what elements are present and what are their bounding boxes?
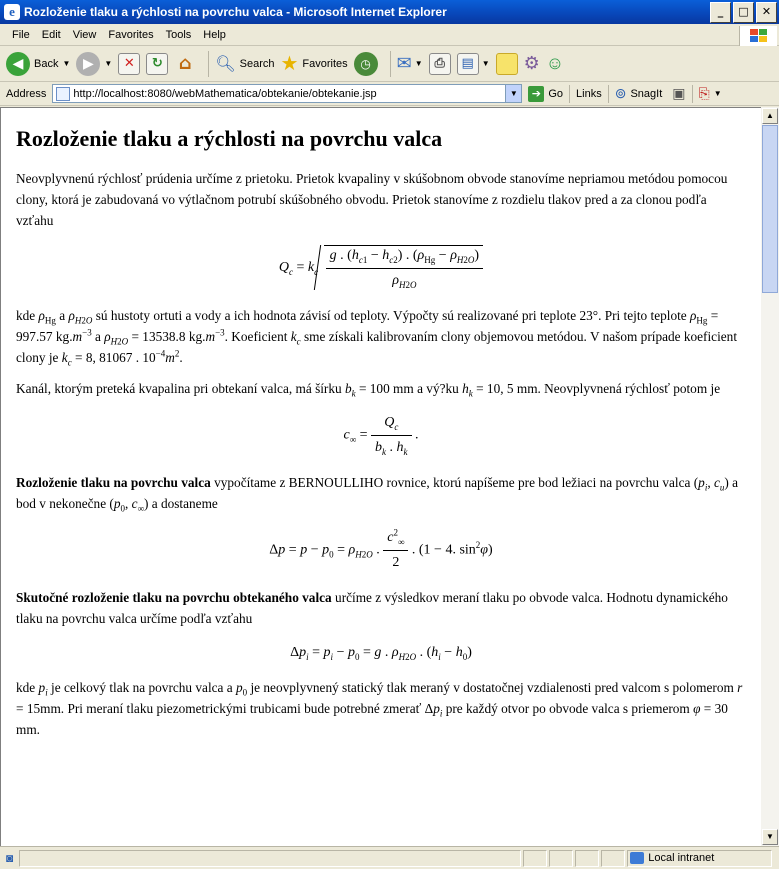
status-panel [575,850,599,867]
density-paragraph: kde $\rho_{Hg}$ a $\rho_{H2O}$ sú hustoty ortuti a vody a ich hodnota závisí od teploty. Výpočty sú realizované pri teplote 23°. Pri tejto teplote $\rho_{Hg} = 997.57$ $kg.m^{-3}$ a $\rho_{H2O} = 13538.8$ $kg.m^{-3}$. Koeficient $k_c$ sme získali kalibrovaním clony objemovou metódou. V našom prípade koeficient clony je $k_c = 8$, 81067 . $10^{-4}m^2$. [16,308,738,368]
chevron-down-icon: ▼ [104,59,113,68]
snagit-button[interactable]: SnagIt [630,87,663,100]
velocity-equation: $c_\infty$ = $\frac{Q_c}{b_k . h_k}$ . [343,415,419,457]
search-label: Search [239,57,275,70]
ie-logo-icon: e [4,4,20,20]
forward-arrow-icon: ▶ [76,52,100,76]
real-distribution-paragraph: Skutočné rozloženie tlaku na povrchu obtekaného valca určíme z výsledkov meraní tlaku po obvode valca. Hodnotu dynamického tlaku na povrchu valca určíme podľa vzťahu [16,590,728,626]
bernoulli-paragraph: Rozloženie tlaku na povrchu valca vypočítame z BERNOULLIHO rovnice, ktorú napíšeme pre bod ležiaci na povrchu valca ($p_i$, $c_u$) a bod v nekonečne ($p_0$, $c_\infty$) a dostaneme [16,475,739,514]
favorites-label: Favorites [302,57,348,70]
chevron-down-icon[interactable]: ▼ [713,89,722,98]
menu-bar [0,24,779,46]
bernoulli-equation: $\Delta p = p - p_0 = \rho_{H2O}$ . $\frac{c^2_\infty}{2}$ . (1 − 4. $\sin^2\varphi$) [16,528,746,573]
toolbar-separator [569,85,570,103]
favorites-button[interactable] [280,51,347,76]
address-url: http://localhost:8080/webMathematica/obtekanie/obtekanie.jsp [73,87,377,100]
back-label: Back [34,57,59,70]
status-bar [0,846,779,869]
menu-view[interactable]: View [72,28,97,41]
messenger-icon: ☺ [545,53,565,73]
intranet-icon [630,852,644,864]
status-panel [601,850,625,867]
page-status-icon: ◙ [6,851,14,865]
toolbar-separator [208,51,209,77]
flow-equation: $Q_c = k_c$ $\frac{g . (h_{c1} - h_{c2}) . (\rho_{Hg} - \rho_{H2O})}{\rho_{H2O}}$ [16,245,746,291]
go-arrow-icon: ➔ [528,86,544,102]
refresh-button[interactable] [146,53,168,75]
chevron-down-icon: ▼ [414,59,423,68]
maximize-button[interactable]: □ [733,2,754,23]
chevron-down-icon[interactable]: ▼ [505,85,521,102]
chevron-down-icon: ▼ [481,59,490,68]
mail-icon: ✉ [396,53,412,73]
standard-toolbar [0,46,779,82]
edit-icon: ▤ [457,53,479,75]
go-button[interactable] [528,86,563,102]
page-title: Rozloženie tlaku a rýchlosti na povrchu valca [16,126,443,151]
status-panel [19,850,521,867]
scroll-down-icon[interactable]: ▼ [762,829,778,845]
back-button[interactable] [6,52,70,76]
print-icon: ⎙ [429,53,451,75]
note-button[interactable] [496,53,518,75]
page-content [0,107,761,846]
status-panel [523,850,547,867]
search-icon: 🔍︎ [215,55,236,73]
menu-help[interactable]: Help [203,28,226,41]
zone-label: Local intranet [648,852,715,864]
search-button[interactable] [215,54,274,74]
messenger-button[interactable] [546,53,564,74]
snagit-capture-icon[interactable]: ▣ [672,85,686,101]
measurement-paragraph: kde $p_i$ je celkový tlak na povrchu valca a $p_0$ je neovplyvnený statický tlak meraný v dostatočnej vzdialenosti pred valcom s polomerom r = 15mm. Pri meraní tlaku piezometrickými trubicami bude potrebné zmerať $\Delta p_i$ pre každý otvor po obvode valca s priemerom φ = 30 mm. [16,680,743,737]
home-button[interactable] [174,53,196,75]
stop-button[interactable] [118,53,140,75]
channel-paragraph: Kanál, ktorým preteká kvapalina pri obtekaní valca, má šírku $b_k = 100$ mm a vý?ku $h_k = 10$, 5 mm. Neovplyvnená rýchlosť potom je [16,381,721,399]
research-button[interactable] [524,53,540,74]
research-icon: ⚙ [523,53,540,73]
toolbar-separator [608,85,609,103]
title-bar [0,0,779,24]
history-icon: ◷ [354,52,378,76]
toolbar-separator [390,51,391,77]
close-button[interactable]: ✕ [756,2,777,23]
history-button[interactable] [354,52,378,76]
window-title: Rozloženie tlaku a rýchlosti na povrchu valca - Microsoft Internet Explorer [24,5,447,19]
scroll-up-icon[interactable]: ▲ [762,108,778,124]
stop-icon: ✕ [118,53,140,75]
toolbar-separator [692,85,693,103]
print-button[interactable] [429,53,451,75]
refresh-icon: ↻ [146,53,168,75]
mail-button[interactable] [397,53,423,74]
star-icon: ★ [280,53,299,75]
go-label: Go [548,87,564,100]
scroll-thumb[interactable] [762,125,778,293]
intro-paragraph: Neovplyvnenú rýchlosť prúdenia určíme z prietoku. Prietok kvapaliny v skúšobnom obvode stanovíme nepriamou metódou pomocou clony, ktorá je zabudovaná vo výtlačnom potrubí skúšobného obvodu. Prietok stanovíme z rozdielu tlakov pred a za clonou podľa vzťahu [16,171,728,228]
menu-favorites[interactable]: Favorites [108,28,154,41]
address-bar [0,82,779,106]
forward-button[interactable] [76,52,112,76]
address-label: Address [6,87,47,100]
vertical-scrollbar[interactable] [761,107,779,846]
windows-logo-icon [739,26,777,46]
zone-panel [627,850,772,867]
page-icon [56,87,70,101]
links-button[interactable]: Links [576,87,602,100]
menu-tools[interactable]: Tools [165,28,192,41]
edit-page-button[interactable] [457,53,490,75]
acrobat-icon[interactable]: ⎘ [698,85,710,101]
snagit-icon: ⊚ [614,85,627,101]
status-panel [549,850,573,867]
dynamic-pressure-equation: $\Delta p_i = p_i - p_0 = g$ . $\rho_{H2O}$ . $(h_i - h_0)$ [290,645,472,662]
minimize-button[interactable]: _ [710,2,731,23]
home-icon: ⌂ [178,53,192,74]
address-input[interactable] [52,84,522,103]
back-arrow-icon: ◀ [6,52,30,76]
chevron-down-icon: ▼ [62,59,71,68]
note-icon [496,53,518,75]
menu-file[interactable]: File [12,28,30,41]
menu-edit[interactable]: Edit [41,28,61,41]
